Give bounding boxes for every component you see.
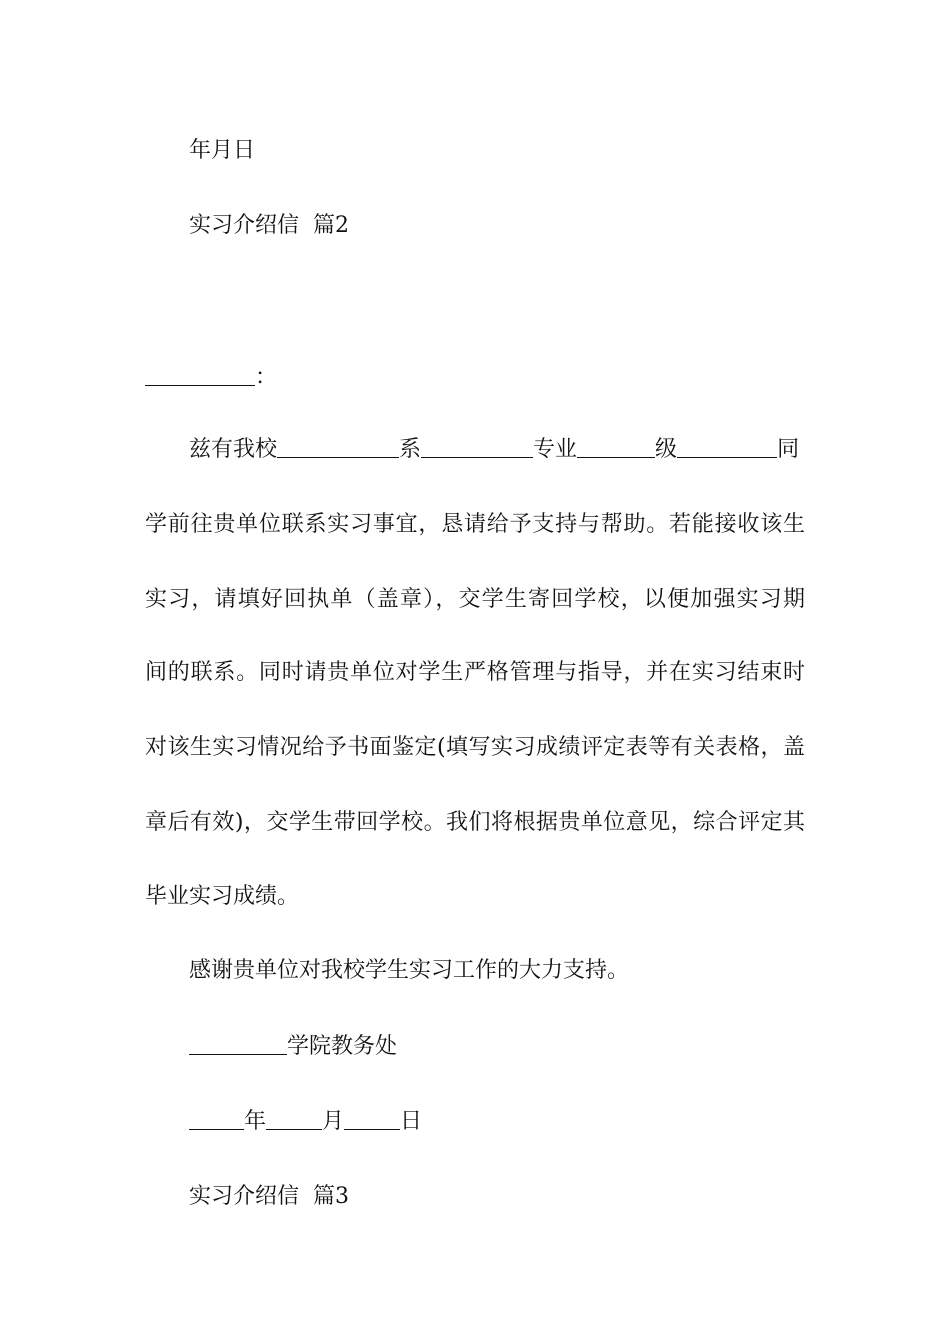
- date-blank-line: [189, 1107, 849, 1137]
- section-heading-3: [189, 1182, 849, 1212]
- date-text: 年月日: [189, 138, 256, 163]
- para-suffix: 同: [777, 437, 800, 462]
- major-blank: [577, 435, 655, 458]
- day-blank: [344, 1107, 400, 1130]
- para-grade: 级: [655, 437, 678, 462]
- year-blank: [189, 1107, 244, 1130]
- para-prefix: 兹有我校: [189, 437, 278, 462]
- office-line: [189, 1032, 849, 1062]
- month-blank: [266, 1107, 322, 1130]
- office-text: 学院教务处: [287, 1034, 398, 1059]
- paragraph-line-6: 章后有效)，交学生带回学校。我们将根据贵单位意见，综合评定其: [145, 810, 805, 835]
- salutation-colon: ：: [255, 365, 278, 390]
- heading-text: 实习介绍信 篇3: [189, 1184, 349, 1209]
- year-text: 年: [244, 1109, 267, 1134]
- college-blank: [189, 1032, 287, 1055]
- section-heading-2: [189, 211, 849, 241]
- heading-text: 实习介绍信 篇2: [189, 213, 349, 238]
- para-major: 专业: [533, 437, 578, 462]
- date-line: [189, 136, 849, 166]
- paragraph-line-7: 毕业实习成绩。: [145, 884, 300, 909]
- thanks-line: 感谢贵单位对我校学生实习工作的大力支持。: [189, 958, 630, 983]
- grade-blank: [677, 435, 777, 458]
- dept-blank: [421, 435, 533, 458]
- para-dept: 系: [399, 437, 422, 462]
- day-text: 日: [400, 1109, 423, 1134]
- paragraph-line-2: 学前往贵单位联系实习事宜，恳请给予支持与帮助。若能接收该生: [145, 512, 805, 537]
- salutation-line: [145, 363, 805, 393]
- month-text: 月: [322, 1109, 345, 1134]
- paragraph-line-5: 对该生实习情况给予书面鉴定(填写实习成绩评定表等有关表格，盖: [145, 735, 805, 760]
- school-blank: [277, 435, 399, 458]
- paragraph-line-4: 间的联系。同时请贵单位对学生严格管理与指导，并在实习结束时: [145, 660, 805, 685]
- paragraph-line-3: 实习，请填好回执单（盖章），交学生寄回学校，以便加强实习期: [145, 587, 805, 612]
- paragraph-line-1: [189, 435, 805, 465]
- recipient-blank: [145, 363, 255, 386]
